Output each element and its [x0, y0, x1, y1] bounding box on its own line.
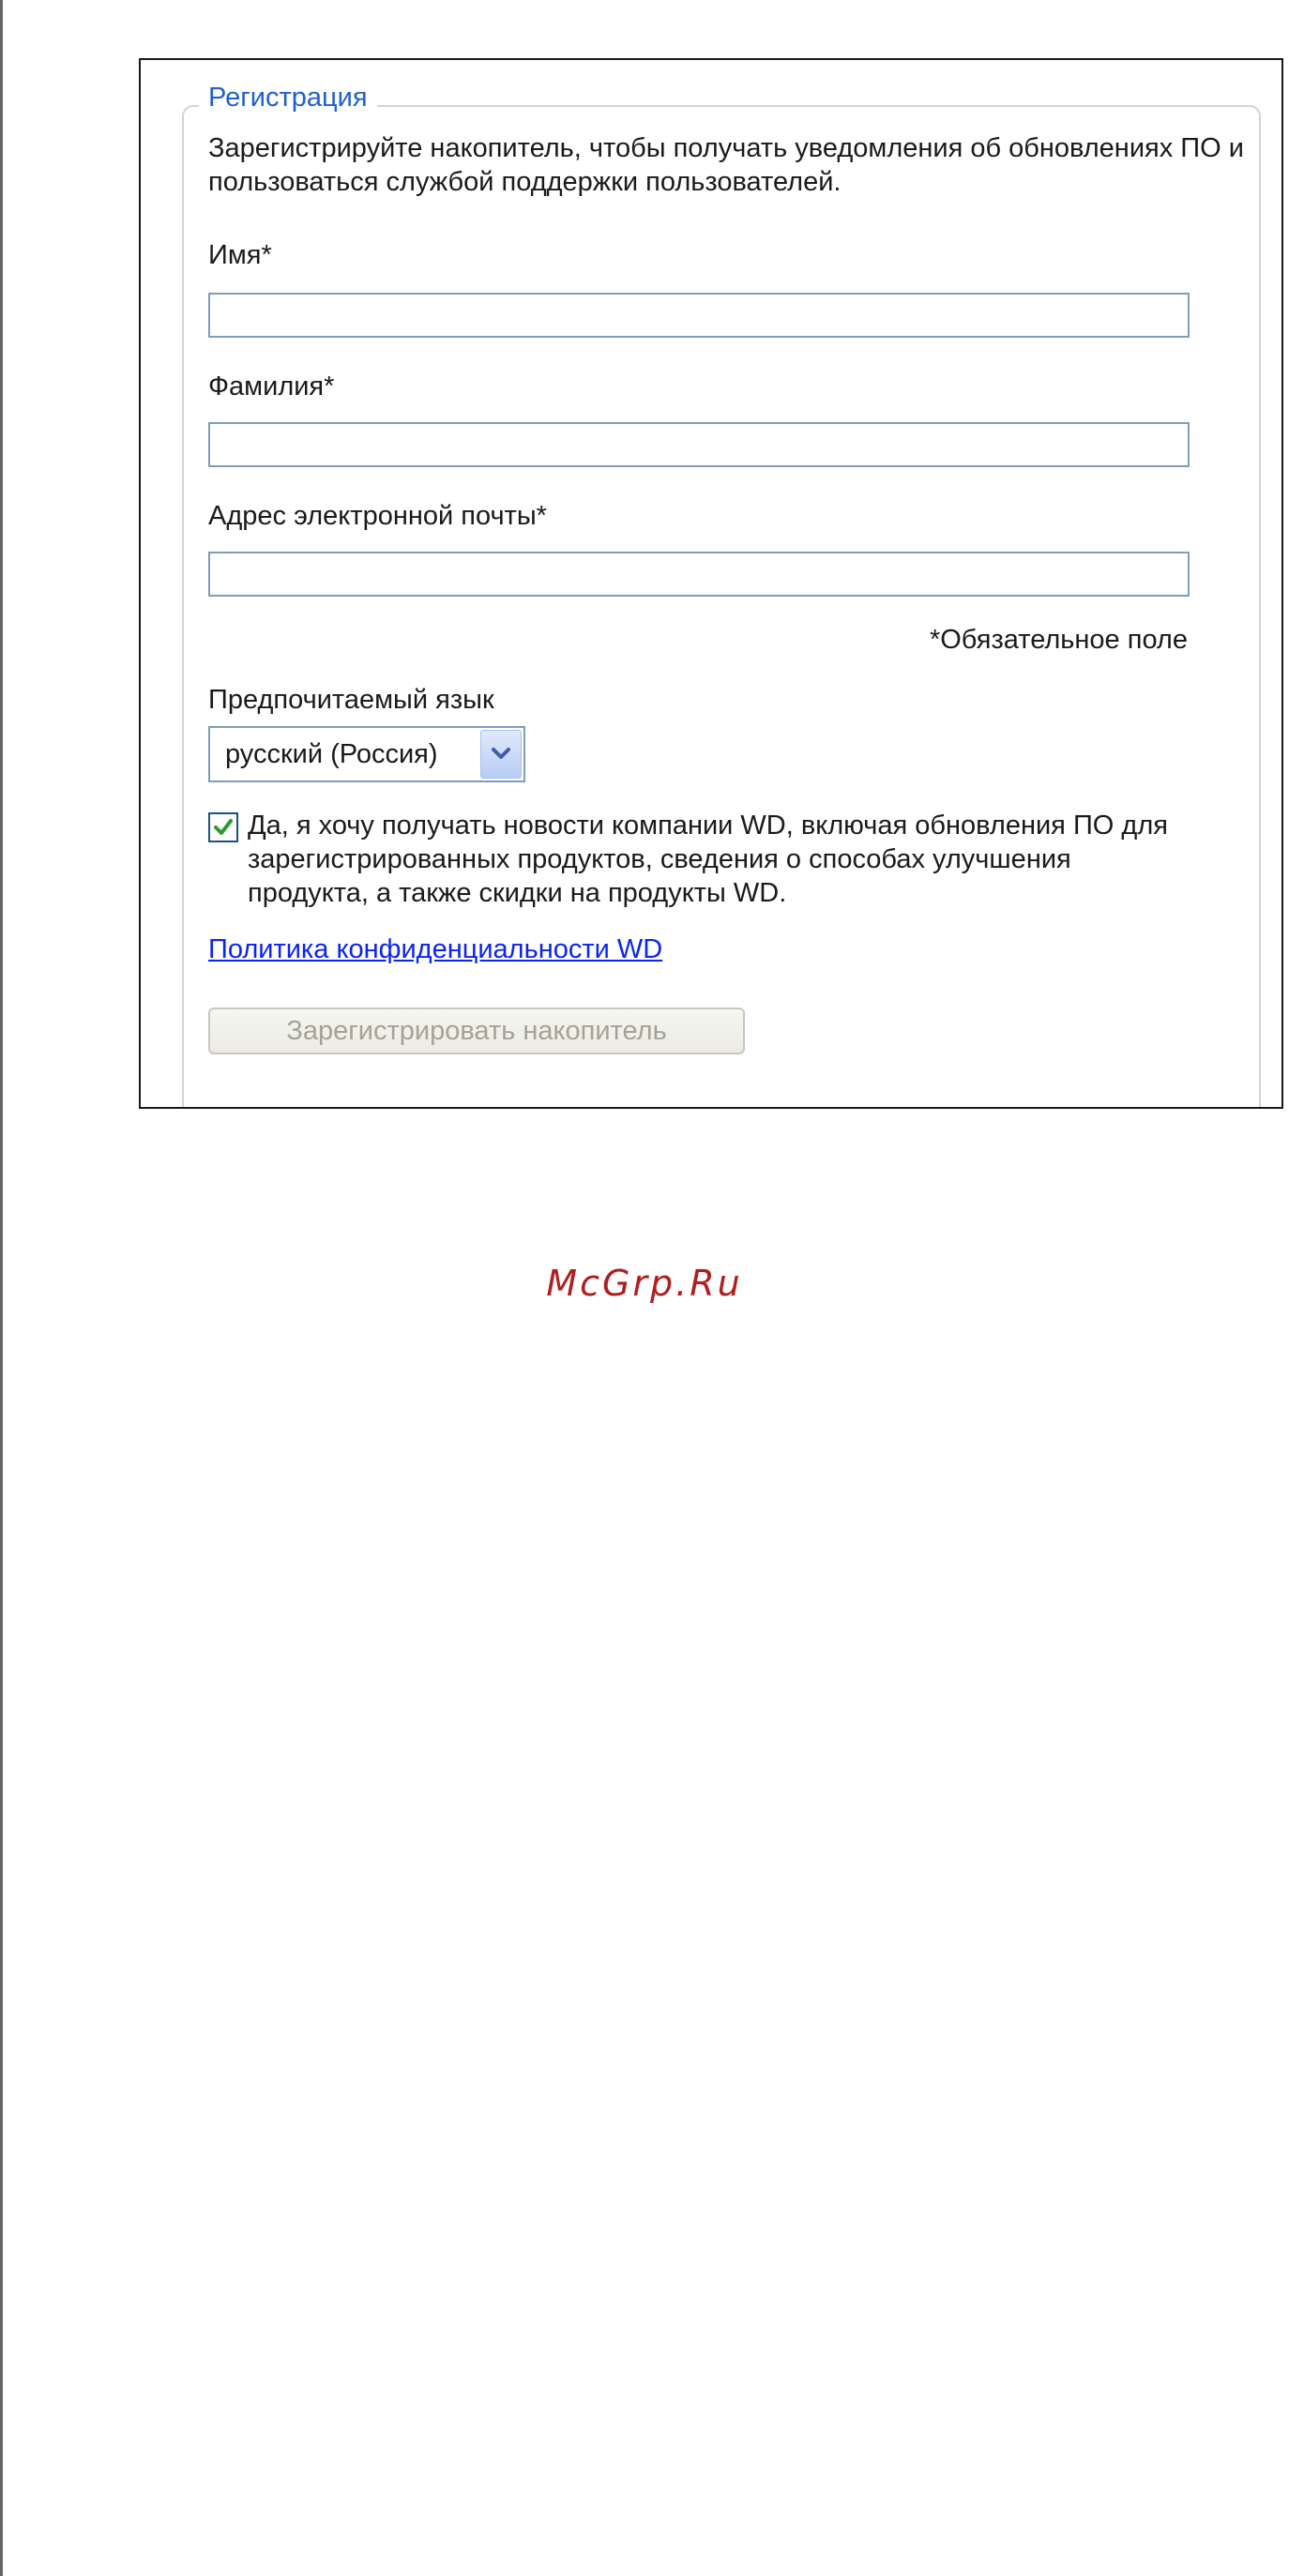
language-label: Предпочитаемый язык [208, 685, 494, 715]
registration-intro-text: Зарегистрируйте накопитель, чтобы получать уведомления об обновлениях ПО и пользоваться службой поддержки пользователей. [208, 133, 1244, 197]
last-name-label: Фамилия* [208, 371, 335, 402]
first-name-label: Имя* [208, 240, 272, 270]
email-input[interactable] [208, 552, 1190, 597]
email-label: Адрес электронной почты* [208, 501, 547, 531]
first-name-input[interactable] [208, 293, 1190, 338]
language-select-value: русский (Россия) [225, 739, 438, 769]
registration-legend: Регистрация [199, 81, 377, 114]
register-drive-button[interactable]: Зарегистрировать накопитель [208, 1008, 745, 1054]
last-name-input[interactable] [208, 422, 1190, 467]
registration-screenshot-frame [139, 58, 1283, 1109]
watermark-text: McGrp.Ru [546, 1263, 743, 1304]
language-select[interactable] [208, 726, 525, 782]
newsletter-checkbox[interactable] [208, 812, 238, 842]
language-dropdown-button[interactable] [480, 730, 522, 779]
privacy-policy-link[interactable]: Политика конфиденциальности WD [208, 934, 663, 964]
required-field-note: *Обязательное поле [929, 625, 1188, 655]
checkmark-icon [213, 817, 234, 838]
chevron-down-icon [491, 746, 511, 763]
newsletter-checkbox-label: Да, я хочу получать новости компании WD, включая обновления ПО для зарегистрированных продуктов, сведения о способах улучшения продукта, а также скидки на продукты WD. [248, 811, 1168, 908]
